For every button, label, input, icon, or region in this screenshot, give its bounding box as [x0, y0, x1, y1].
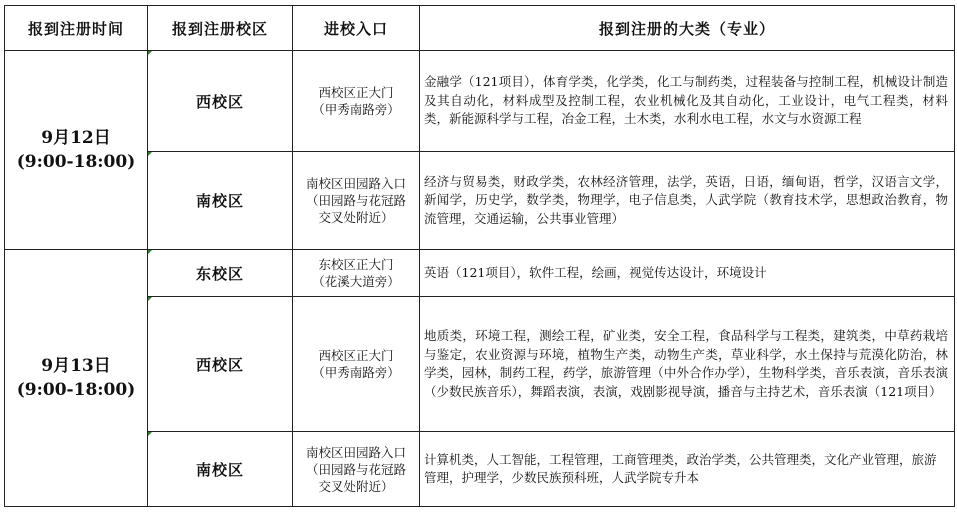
- entrance-line: 交叉处附近）: [318, 210, 394, 225]
- table-row: [5, 432, 955, 507]
- entrance-line: 交叉处附近）: [318, 478, 394, 494]
- date-label: 9月13日: [41, 356, 111, 376]
- campus-cell: 西校区: [148, 51, 293, 152]
- entrance-line: 西校区正大门: [318, 85, 394, 100]
- header-campus: 报到注册校区: [148, 6, 293, 51]
- campus-cell: 西校区: [148, 297, 293, 432]
- table-row: [5, 250, 955, 297]
- entrance-line: （甲秀南路旁）: [312, 365, 400, 380]
- table-row: [5, 51, 955, 152]
- header-time: 报到注册时间: [5, 6, 148, 51]
- majors-cell: 经济与贸易类，财政学类，农林经济管理，法学，英语，日语，缅甸语，哲学，汉语言文学，新闻学，历史学，数学类，物理学，电子信息类，人武学院（教育技术学，思想政治教育，物流管理，交通运输，公共事业管理）: [420, 152, 955, 250]
- entrance-line: 东校区正大门: [318, 257, 394, 272]
- entrance-line: 南校区田园路入口: [305, 444, 406, 460]
- campus-cell: 南校区: [148, 152, 293, 250]
- majors-cell: 英语（121项目），软件工程，绘画，视觉传达设计，环境设计: [420, 250, 955, 297]
- entrance-line: 南校区田园路入口: [305, 176, 406, 191]
- entrance-line: （田园路与花冠路: [305, 461, 406, 477]
- entrance-cell: [293, 432, 420, 507]
- date-cell-sep13: [5, 250, 148, 507]
- majors-cell: 金融学（121项目），体育学类，化学类，化工与制药类，过程装备与控制工程，机械设计制造及其自动化，材料成型及控制工程，农业机械化及其自动化，工业设计，电气工程类，材料类，新能源科学与工程，冶金工程，土木类，水利水电工程，水文与水资源工程: [420, 51, 955, 152]
- registration-schedule-table: [4, 5, 955, 507]
- date-label: 9月12日: [41, 128, 111, 148]
- majors-cell: 计算机类，人工智能，工程管理，工商管理类，政治学类，公共管理类，文化产业管理，旅游管理，护理学，少数民族预科班，人武学院专升本: [420, 432, 955, 507]
- date-cell-sep12: [5, 51, 148, 250]
- entrance-cell: [293, 152, 420, 250]
- entrance-line: （花溪大道旁）: [312, 274, 400, 289]
- entrance-cell: [293, 297, 420, 432]
- campus-cell: 东校区: [148, 250, 293, 297]
- entrance-line: （田园路与花冠路: [305, 193, 406, 208]
- table-row: [5, 152, 955, 250]
- majors-cell: 地质类，环境工程，测绘工程，矿业类，安全工程，食品科学与工程类，建筑类，中草药栽培与鉴定，农业资源与环境，植物生产类，动物生产类，草业科学，水土保持与荒漠化防治，林学类，园林，制药工程，药学，旅游管理（中外合作办学），生物科学类，音乐表演，音乐表演（少数民族音乐），舞蹈表演，表演，戏剧影视导演，播音与主持艺术，音乐表演（121项目）: [420, 297, 955, 432]
- header-row: [5, 6, 955, 51]
- entrance-line: 西校区正大门: [318, 348, 394, 363]
- date-hours: (9:00-18:00): [16, 152, 136, 172]
- campus-cell: 南校区: [148, 432, 293, 507]
- entrance-cell: [293, 51, 420, 152]
- header-majors: 报到注册的大类（专业）: [420, 6, 955, 51]
- entrance-cell: [293, 250, 420, 297]
- entrance-line: （甲秀南路旁）: [312, 102, 400, 117]
- header-entrance: 进校入口: [293, 6, 420, 51]
- table-row: [5, 297, 955, 432]
- date-hours: (9:00-18:00): [16, 380, 136, 400]
